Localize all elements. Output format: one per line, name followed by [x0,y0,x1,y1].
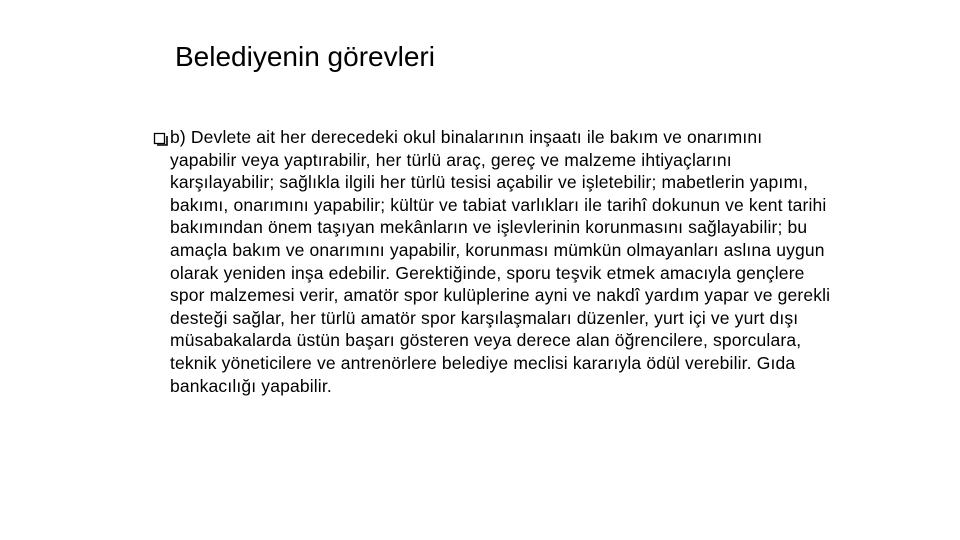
bullet-text: b) Devlete ait her derecedeki okul binalarının inşaatı ile bakım ve onarımını yapabilir veya yaptırabilir, her türlü araç, gereç ve malzeme ihtiyaçlarını karşılayabilir; sağlıkla ilgili her türlü tesisi açabilir ve işletebilir; mabetlerin yapımı, bakımı, onarımını yapabilir; kültür ve tabiat varlıkları ile tarihî dokunun ve kent tarihi bakımından önem taşıyan mekânların ve işlevlerinin korunmasını sağlayabilir; bu amaçla bakım ve onarımını yapabilir, korunması mümkün olmayanları aslına uygun olarak yeniden inşa edebilir. Gerektiğinde, sporu teşvik etmek amacıyla gençlere spor malzemesi verir, amatör spor kulüplerine ayni ve nakdî yardım yapar ve gerekli desteği sağlar, her türlü amatör spor karşılaşmaları düzenler, yurt içi ve yurt dışı müsabakalarda üstün başarı gösteren veya derece alan öğrencilere, sporculara, teknik yöneticilere ve antrenörlere belediye meclisi kararıyla ödül verebilir. Gıda bankacılığı yapabilir. [170,127,831,396]
slide-title: Belediyenin görevleri [175,41,435,72]
bullet-item [152,126,832,397]
checkbox-square-icon [152,130,168,146]
